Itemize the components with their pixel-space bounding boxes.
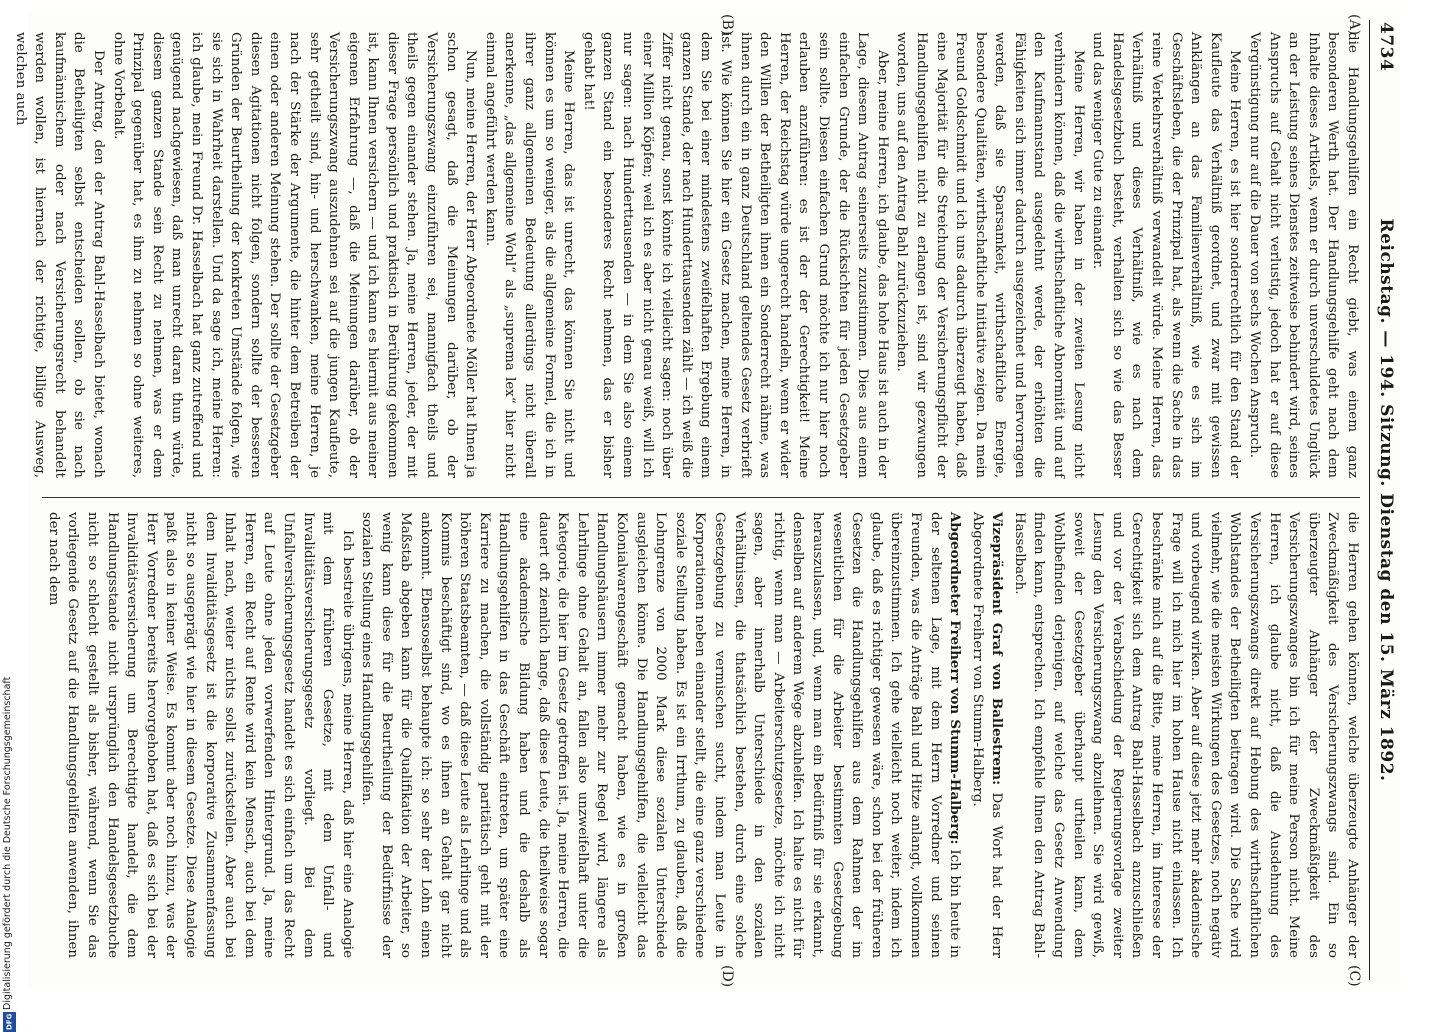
- speaker-name: Abgeordneter Freiherr von Stumm-Halberg:: [947, 512, 964, 845]
- column-divider: [42, 497, 1360, 498]
- dfg-logo-icon: DFG: [3, 1012, 16, 1032]
- text-paragraph: Ich bestreite übrigens, meine Herren, daß hier eine Analogie mit dem früheren Gesetze, mit dem Unfall- und Invaliditätsversicherungsgesetz vorliegt. Bei dem Unfallversicherungsgesetz handelt es sich einfach um das Recht auf Leute ohne jeden vorwerfenden Hintergrund. Ja, meine Herren, ein Recht auf Rente wird kein Mensch, auch bei dem Inhalt nach, weiter nichts sollst zurückstellen. Aber auch bei dem Invaliditätsgesetz ist die korporative Zusammenfassung nicht so ausgeprägt wie hier in diesem Gesetze. Diese Analogie paßt also in keiner Weise. Es kommt aber noch hinzu, was der Herr Vorredner bereits hervorgehoben hat, daß es sich bei der Invaliditätsversicherung um Berechtigte handelt, die dem Handlungsstande nicht ursprünglich den Handelsgesetzbuche nicht so schlecht gestellt als bisher, während, wenn Sie das vorliegende Gesetz auf die Handlungsgehilfen anwenden, ihnen der nach dem: [45, 512, 355, 958]
- page-header: [1370, 22, 1398, 978]
- speaker-paragraph: [967, 512, 1006, 958]
- text-paragraph: Nun, meine Herren, der Herr Abgeordnete Möller hat Ihnen ja schon gesagt, daß die Meinungen darüber, ob der Versicherungszwang einzuführen sei, mannigfach theils und theils gegen einander stehen. Ja, meine Herren, jeder, der mit dieser Frage persönlich und praktisch in Berührung gekommen ist, kann Ihnen versichern — und ich kann es hiermit aus meiner eigenen Erfahrung —, daß die Meinungen darüber, ob der Versicherungszwang auszudehnen sei auf die jungen Kaufleute, sehr getheilt sind, hin- und herschwanken, meine Herren, je nach der Stärke der Argumente, die hinter dem Betreiben der einen oder anderen Meinung stehen. Der sollte der Gesetzgeber diesen Agitationen nicht folgen, sondern sollte der besseren Gründen der Beurtheilung der konkreten Umstände folgen, wie sie sich in Wahrheit darstellen. Und da sage ich, meine Herren: ich glaube, mein Freund Dr. Hasselbach hat ganz zutreffend und genügend nachgewiesen, daß man unrecht daran thun würde, diesem ganzen Stande sein Recht zu nehmen, was er dem Prinzipal gegenüber hat, es ihm zu nehmen so ohne weiteres, ohne Vorbehalt.: [110, 32, 479, 478]
- side-credit-strip: [2, 40, 16, 1031]
- text-paragraph: Der Antrag, den der Antrag Bahl-Hasselbach bietet, wonach die Betheiligten selbst entscheiden sollen, ob sie nach kaufmännischem oder nach Versicherungsrecht behandelt werden wollen, ist hiernach der richtige, billige Ausweg, welchen auch: [12, 32, 106, 478]
- text-paragraph: die Herren gehen können, welche überzeugte Anhänger der Zweckmäßigkeit des Versicherungszwangs sind. Ein so überzeugter Anhänger der Zweckmäßigkeit des Versicherungszwanges bin ich für meine Person nicht. Meine Herren, ich glaube nicht, daß die Ausdehnung des Versicherungszwangs direkt auf Hebung des wirthschaftlichen Wohlstandes der Betheiligten beitragen wird. Die Sache wird vielmehr, wie die meisten Wirkungen des Gesetzes, noch negativ und vorbeugend wirken. Aber auf diese jetzt mehr akademische Frage will ich mich hier im hohen Hause nicht einlassen. Ich beschränke mich auf die Bitte, meine Herren, im Interesse der Gerechtigkeit sich dem Antrag Bahl-Hasselbach anzuschließen und vor der Verabschiedung der Regierungsvorlage zweiter Lesung den Versicherungszwang abzulehnen. Sie wird gewiß, soweit der Gesetzgeber überhaupt urtheilen kann, dem Wohlbefinden derjenigen, auf welche das Gesetz Anwendung finden kann, entsprechen. Ich empfehle Ihnen den Antrag Bahl-Hasselbach.: [1011, 512, 1360, 958]
- speaker-text: Ich bin heute in der seltenen Lage, mit dem Herrn Vorredner und seinen Freunden, was die Anträge Bahl und Hitze anlangt, vollkommen übereinzustimmen. Ich gehe vielleicht noch weiter, indem ich glaube, daß es richtiger gewesen wäre, schon bei der früheren Gesetzen die Handlungsgehilfen aus dem Rahmen der im wesentlichen für die Arbeiter bestimmten Gesetzgebung herauszulassen, und, wenn man ein Bedürfniß für sie erkannt, denselben auf anderem Wege abzuhelfen. Ich halte es nicht für richtig, wenn man — Arbeiterschutzgesetze, möchte ich nicht sagen, aber innerhalb Unterschiede in den sozialen Verhältnissen, die thatsächlich bestehen, durch eine solche Gesetzgebung zu vermischen sucht, indem man Leute in Korporationen neben einander stellt, die eine ganz verschiedene soziale Stellung haben. Es ist ein Irrthum, zu glauben, daß die Lohngrenze von 2000 Mark diese sozialen Unterschiede ausgleichen könne. Die Handlungsgehilfen, die vielleicht das Kolonialwarengeschäft gemacht haben, wie es in großen Handlungshäusern immer mehr zur Regel wird, längere als Lehrlinge ohne Gehalt an, fallen also unzweifelhaft unter die Kategorie, die hier im Gesetz getroffen ist. Ja, meine Herren, die dauert oft ziemlich lange, daß diese Leute, die theilweise sogar eine akademische Bildung haben und die deshalb als Handlungsgehilfen in das Geschäft eintreten, um später eine Karriere zu machen, die vollständig paritätisch geht mit der höheren Staatsbeamten, — daß diese Leute als Lehrlinge und als Kommis beschäftigt sind, wo es ihnen an Gehalt gar nicht ankommt. Ebensoselbst behaupte ich: so sehr der Lohn einen Maßstab abgeben kann für die Qualifikation der Arbeiter, so wenig kann diese für die Beurtheilung der Bedürfnisse der sozialen Stellung eines Handlungsgehilfen.: [359, 512, 963, 958]
- right-text-column: [44, 512, 1362, 958]
- margin-marker-b: (B): [719, 14, 735, 36]
- margin-marker-a: (A): [1346, 14, 1362, 36]
- text-paragraph: Aber, meine Herren, ich glaube, das hohe Haus ist auch in der Lage, diesem Antrag seinerseits zuzustimmen. Dies aus einem einfachen Grunde, der die Rücksichten für jeden Gesetzgeber sein sollte. Diesen einfachen Grund möchte ich nur hier noch erlauben anzuführen: es ist der der Gerechtigkeit! Meine Herren, der Reichstag würde ungerecht handeln, wenn er wider den Willen der Betheiligten ihnen ein Sonderrecht nähme, was ihnen durch ein in ganz Deutschland geltendes Gesetz verbrieft ist. Wie können Sie hier ein Gesetz machen, meine Herren, in dem Sie bei einer mindestens zweifelhaften Ergebung einem ganzen Stande, der nach Hunderttausenden zählt — ich weiß die Ziffer nicht genau, sonst könnte ich vielleicht sagen: noch über einer Million Köpfen; weil ich es aber nicht genau weiß, will ich nur sagen: nach Hunderttausenden — in dem Sie also einem ganzen Stand ein besonderes Recht nehmen, das er bisher gehabt hat!: [580, 32, 890, 478]
- page-number: 4734: [1376, 22, 1396, 72]
- text-paragraph: die Handlungsgehilfen ein Recht giebt, was einem ganz besonderen Werth hat. Der Handlungsgehilfe geht nach dem Inhalte dieses Artikels, wenn er durch unverschuldetes Unglück an der Leistung seines Dienstes zeitweise behindert wird, seines Anspruchs auf Gehalt nicht verlustig, jedoch hat er auf diese Vergünstigung nur auf die Dauer von sechs Wochen Anspruch.: [1247, 32, 1360, 478]
- left-text-column: [12, 32, 1362, 478]
- digitization-credit: Digitalisierung gefördert durch die Deutsche Forschungsgemeinschaft: [2, 676, 13, 1010]
- margin-marker-c: (C): [1346, 965, 1362, 987]
- speaker-name: Vizepräsident Graf von Ballestrem:: [989, 512, 1006, 786]
- header-rule: [1369, 20, 1370, 980]
- speaker-paragraph: [357, 512, 964, 958]
- text-paragraph: Meine Herren, wir haben in der zweiten Lesung nicht verhindern können, daß die wirthschaftliche Abnormität und auf den Kaufmannstand ausgedehnt werde, der erhöhten die Fähigkeiten sich immer dadurch ausgezeichnet und hervorragen werden, daß sie Sparsamkeit, wirthschaftliche Energie, besondere Qualitäten, wirthschaftliche Initiative zeigen. Da mein Freund Goldschmidt und ich uns dadurch überzeugt haben, daß eine Majorität für die Streichung der Versicherungspflicht der Handlungsgehilfen nicht zu erlangen ist, sind wir gezwungen worden, uns auf den Antrag Bahl zurückzuziehen.: [894, 32, 1086, 478]
- text-paragraph: Meine Herren, es ist hier sonderrechtlich für den Stand der Kaufleute das Verhältniß geordnet, und zwar mit gewissen Anklängen an das Familienverhältniß, wie es sich im Geschäftsleben, die der Prinzipal hat, als wenn die Sache in das reine Verkehrsverhältniß verwandelt würde. Meine Herren, das Verhältniß und dieses Verhältniß, wie es nach dem Handelsgesetzbuch besteht, verhalten sich so wie das Besser und das weniger Gute zu einander.: [1090, 32, 1243, 478]
- margin-marker-d: (D): [719, 965, 735, 988]
- speaker-text: Das Wort hat der Herr Abgeordnete Freiherr von Stumm-Halberg.: [969, 512, 1005, 958]
- text-paragraph: Meine Herren, das ist unrecht, das können Sie nicht und können es um so weniger, als die allgemeine Formel, die ich in ihrer ganz allgemeinen Bedeutung allerdings nicht überall anerkenne, „das allgemeine Wohl“ als „suprema lex“ hier nicht einmal angeführt werden kann.: [482, 32, 577, 478]
- running-title: Reichstag. — 194. Sitzung. Dienstag den 15. März 1892.: [1376, 218, 1396, 782]
- rotated-scanned-page: [12, 10, 1400, 990]
